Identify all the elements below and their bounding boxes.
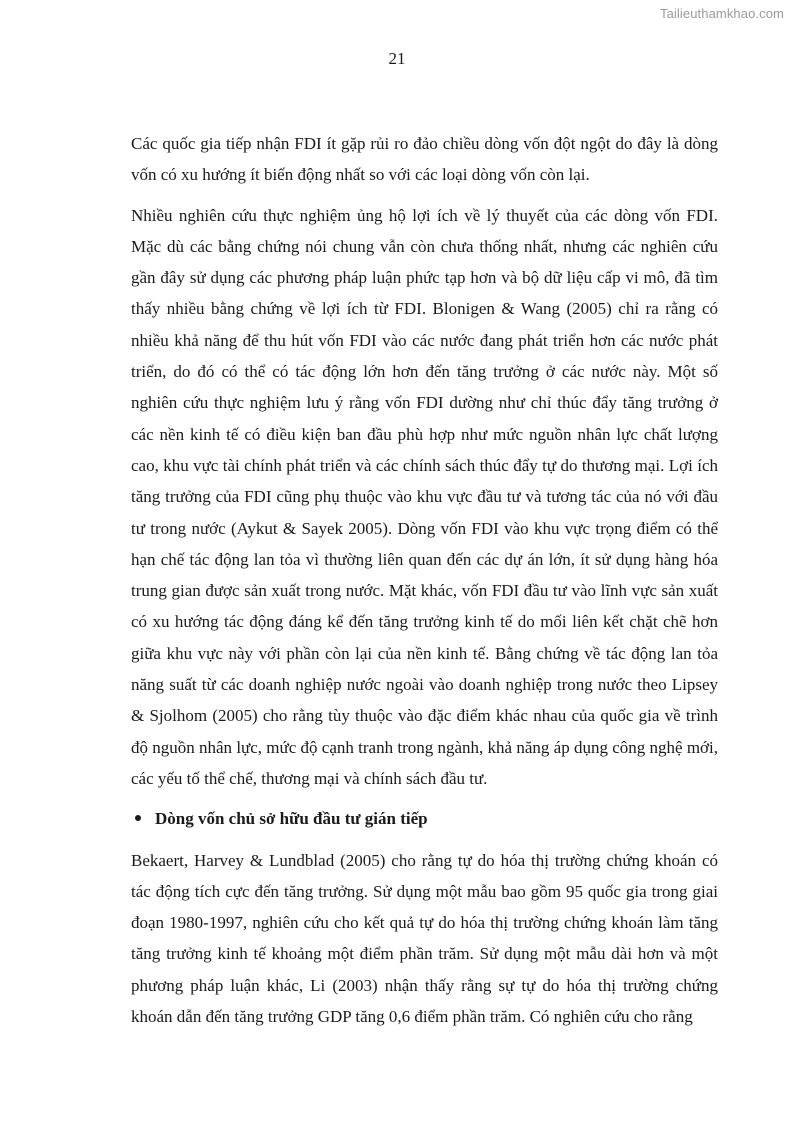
paragraph-3: Bekaert, Harvey & Lundblad (2005) cho rằng tự do hóa thị trường chứng khoán có tác động tích cực đến tăng trưởng. Sử dụng một mẫu bao gồm 95 quốc gia trong giai đoạn 1980-1997, nghiên cứu cho kết quả tự do hóa thị trường chứng khoán làm tăng tăng trưởng kinh tế khoảng một điểm phần trăm. Sử dụng một mẫu dài hơn và một phương pháp luận khác, Li (2003) nhận thấy rằng sự tự do hóa thị trường chứng khoán dẫn đến tăng trưởng GDP tăng 0,6 điểm phần trăm. Có nghiên cứu cho rằng <box>131 850 718 1027</box>
page-number: 21 <box>388 49 406 68</box>
document-body <box>131 128 718 1041</box>
paragraph-2: Nhiều nghiên cứu thực nghiệm ủng hộ lợi ích về lý thuyết của các dòng vốn FDI. Mặc dù các bằng chứng nói chung vẫn còn chưa thống nhất, nhưng các nghiên cứu gần đây sử dụng các phương pháp luận phức tạp hơn và bộ dữ liệu cấp vi mô, đã tìm thấy nhiều bằng chứng về lợi ích từ FDI. Blonigen & Wang (2005) chỉ ra rằng có nhiều khả năng để thu hút vốn FDI vào các nước đang phát triển hơn các nước phát triển, do đó có thể có tác động lớn hơn đến tăng trưởng ở các nước này. Một số nghiên cứu thực nghiệm lưu ý rằng vốn FDI dường như chỉ thúc đẩy tăng trưởng ở các nền kinh tế có điều kiện ban đầu phù hợp như mức nguồn nhân lực chất lượng cao, khu vực tài chính phát triển và các chính sách thúc đẩy tự do thương mại. Lợi ích tăng trưởng của FDI cũng phụ thuộc vào khu vực đầu tư và tương tác của nó với đầu tư trong nước (Aykut & Sayek 2005). Dòng vốn FDI vào khu vực trọng điểm có thể hạn chế tác động lan tỏa vì thường liên quan đến các dự án lớn, ít sử dụng hàng hóa trung gian được sản xuất trong nước. Mặt khác, vốn FDI đầu tư vào lĩnh vực sản xuất có xu hướng tác động đáng kể đến tăng trưởng kinh tế do mối liên kết chặt chẽ hơn giữa khu vực này với phần còn lại của nền kinh tế. Bằng chứng về tác động lan tỏa năng suất từ các doanh nghiệp nước ngoài vào doanh nghiệp trong nước theo Lipsey & Sjolhom (2005) cho rằng tùy thuộc vào đặc điểm khác nhau của quốc gia về trình độ nguồn nhân lực, mức độ cạnh tranh trong ngành, khả năng áp dụng công nghệ mới, các yếu tố thể chế, thương mại và chính sách đầu tư. <box>131 205 718 788</box>
paragraph-1: Các quốc gia tiếp nhận FDI ít gặp rủi ro đảo chiều dòng vốn đột ngột do đây là dòng vốn có xu hướng ít biến động nhất so với các loại dòng vốn còn lại. <box>131 134 718 185</box>
section-heading <box>131 803 718 834</box>
watermark-text: Tailieuthamkhao.com <box>659 6 784 21</box>
section-heading-text: Dòng vốn chủ sở hữu đầu tư gián tiếp <box>155 809 428 829</box>
bullet-icon <box>135 815 141 821</box>
